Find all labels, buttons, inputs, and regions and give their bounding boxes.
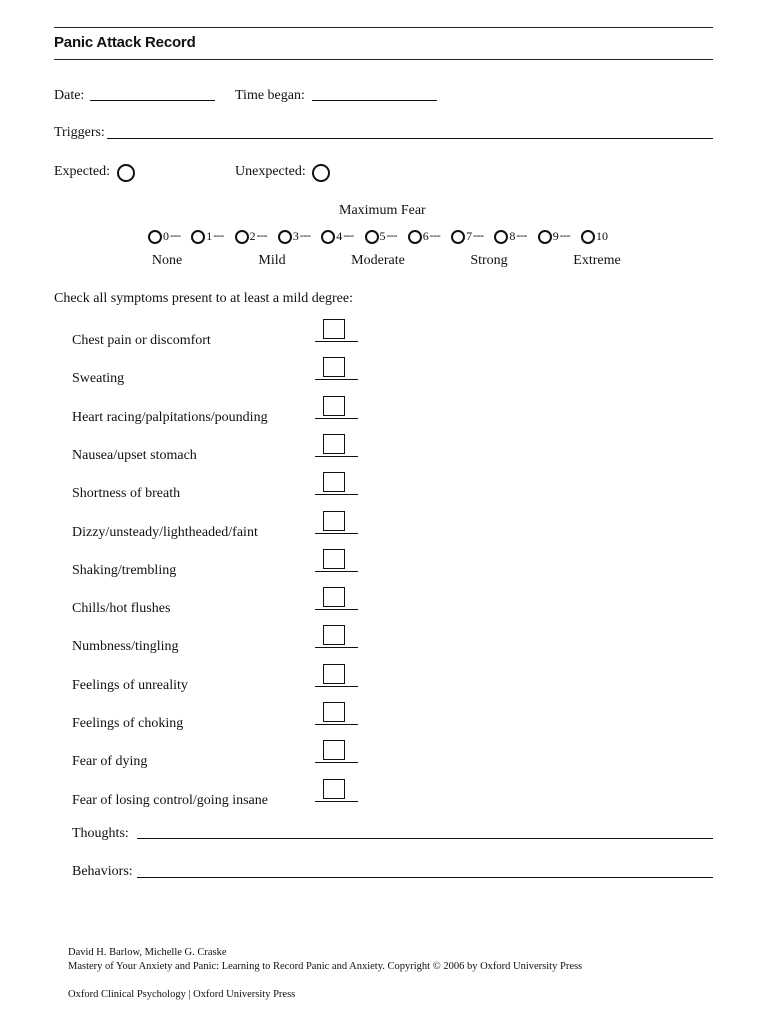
symptom-underline — [315, 456, 358, 457]
symptom-row — [72, 329, 372, 355]
fear-scale-title: Maximum Fear — [339, 203, 426, 218]
fear-level-7-radio[interactable] — [451, 230, 465, 244]
symptom-label: Feelings of choking — [72, 716, 184, 731]
symptom-underline — [315, 418, 358, 419]
fear-level-4-radio[interactable] — [321, 230, 335, 244]
fear-level-6-label: 6 — [422, 229, 429, 243]
symptom-label: Fear of dying — [72, 754, 148, 770]
fear-scale-connector: --- — [429, 228, 441, 242]
fear-level-4-label: 4 — [336, 229, 343, 243]
fear-level-9-label: 9 — [552, 229, 559, 243]
expected-radio[interactable] — [117, 164, 135, 182]
symptom-underline — [315, 724, 358, 725]
symptom-label: Numbness/tingling — [72, 639, 179, 655]
symptom-checkbox[interactable] — [323, 511, 345, 531]
fear-level-2-label: 2 — [249, 229, 256, 243]
symptom-underline — [315, 341, 358, 342]
fear-level-3-label: 3 — [292, 229, 299, 243]
expected-label: Expected: — [54, 164, 110, 179]
symptom-underline — [315, 801, 358, 802]
symptom-underline — [315, 533, 358, 534]
symptom-label: Sweating — [72, 371, 125, 387]
fear-anchor-none: None — [151, 253, 183, 268]
symptom-label: Fear of losing control/going insane — [72, 792, 268, 808]
symptom-row — [72, 750, 372, 776]
symptom-label: Shaking/trembling — [72, 562, 177, 578]
fear-level-3-radio[interactable] — [278, 230, 292, 244]
symptom-row — [72, 367, 372, 393]
fear-scale-connector: --- — [299, 228, 311, 242]
fear-anchor-moderate: Moderate — [351, 253, 405, 268]
symptom-row — [72, 674, 372, 700]
fear-level-6-radio[interactable] — [408, 230, 422, 244]
symptom-row — [72, 559, 372, 585]
page-title: Panic Attack Record — [54, 34, 196, 51]
symptom-label: Chest pain or discomfort — [72, 333, 211, 348]
footer-citation: Mastery of Your Anxiety and Panic: Learning to Record Panic and Anxiety. Copyright © 2006 by Oxford University Press — [68, 961, 583, 972]
fear-level-8-label: 8 — [509, 229, 516, 243]
fear-anchor-extreme: Extreme — [573, 253, 621, 268]
fear-level-1-label: 1 — [206, 229, 213, 243]
fear-level-0-label: 0 — [163, 229, 169, 243]
date-field[interactable] — [90, 100, 215, 101]
symptom-label: Heart racing/palpitations/pounding — [72, 409, 268, 425]
symptom-checkbox[interactable] — [323, 549, 345, 569]
time-began-label: Time began: — [235, 88, 305, 103]
fear-level-2-radio[interactable] — [235, 230, 249, 244]
fear-scale-connector: --- — [473, 228, 484, 242]
fear-anchor-mild: Mild — [258, 253, 286, 268]
symptom-label: Dizzy/unsteady/lightheaded/faint — [72, 524, 258, 540]
symptom-checkbox[interactable] — [323, 472, 345, 492]
date-label: Date: — [54, 88, 85, 103]
thoughts-field[interactable] — [137, 838, 713, 839]
unexpected-label: Unexpected: — [235, 164, 306, 179]
symptom-row — [72, 712, 372, 738]
footer-publisher: Oxford Clinical Psychology | Oxford University Press — [68, 989, 296, 1000]
fear-level-10-radio[interactable] — [581, 230, 595, 244]
unexpected-radio[interactable] — [312, 164, 330, 182]
symptom-row — [72, 444, 372, 470]
symptom-underline — [315, 609, 358, 610]
symptom-row — [72, 406, 372, 432]
footer-authors: David H. Barlow, Michelle G. Craske — [68, 947, 227, 958]
triggers-field[interactable] — [107, 138, 713, 139]
symptom-checkbox[interactable] — [323, 587, 345, 607]
fear-scale-connector: --- — [516, 228, 527, 242]
fear-level-5-label: 5 — [379, 229, 386, 243]
symptom-underline — [315, 647, 358, 648]
symptom-label: Nausea/upset stomach — [72, 447, 197, 463]
symptom-checkbox[interactable] — [323, 664, 345, 684]
time-began-field[interactable] — [312, 100, 437, 101]
fear-scale-connector: --- — [343, 228, 354, 242]
fear-level-10-label: 10 — [596, 229, 608, 243]
symptoms-instruction: Check all symptoms present to at least a mild degree: — [54, 291, 353, 306]
symptom-label: Feelings of unreality — [72, 677, 188, 693]
fear-level-1-radio[interactable] — [191, 230, 205, 244]
symptom-row — [72, 597, 372, 623]
symptom-underline — [315, 571, 358, 572]
fear-level-0-radio[interactable] — [148, 230, 162, 244]
behaviors-label: Behaviors: — [72, 864, 133, 879]
symptom-checkbox[interactable] — [323, 702, 345, 722]
fear-level-5-radio[interactable] — [365, 230, 379, 244]
symptom-row — [72, 482, 372, 508]
symptom-row — [72, 635, 372, 661]
symptom-underline — [315, 494, 358, 495]
top-rule — [54, 27, 713, 28]
fear-level-7-label: 7 — [466, 229, 473, 243]
symptom-row — [72, 789, 372, 815]
symptom-row — [72, 521, 372, 547]
fear-level-9-radio[interactable] — [538, 230, 552, 244]
symptom-underline — [315, 379, 358, 380]
fear-anchor-strong: Strong — [470, 253, 508, 268]
thoughts-label: Thoughts: — [72, 826, 129, 841]
symptom-checkbox[interactable] — [323, 740, 345, 760]
symptom-checkbox[interactable] — [323, 779, 345, 799]
symptom-checkbox[interactable] — [323, 396, 345, 416]
symptom-underline — [315, 762, 358, 763]
fear-scale-connector: --- — [256, 228, 268, 242]
fear-scale-connector: --- — [170, 228, 181, 242]
symptom-label: Shortness of breath — [72, 486, 181, 502]
symptom-checkbox[interactable] — [323, 319, 345, 339]
symptom-checkbox[interactable] — [323, 625, 345, 645]
triggers-label: Triggers: — [54, 125, 105, 140]
symptom-underline — [315, 686, 358, 687]
behaviors-field[interactable] — [137, 877, 713, 878]
fear-scale-connector: --- — [213, 228, 224, 242]
symptom-checkbox[interactable] — [323, 434, 345, 454]
fear-level-8-radio[interactable] — [494, 230, 508, 244]
symptom-label: Chills/hot flushes — [72, 601, 171, 617]
symptom-checkbox[interactable] — [323, 357, 345, 377]
fear-scale-connector: --- — [386, 228, 397, 242]
title-underline-rule — [54, 59, 713, 60]
fear-scale-connector: --- — [559, 228, 571, 242]
